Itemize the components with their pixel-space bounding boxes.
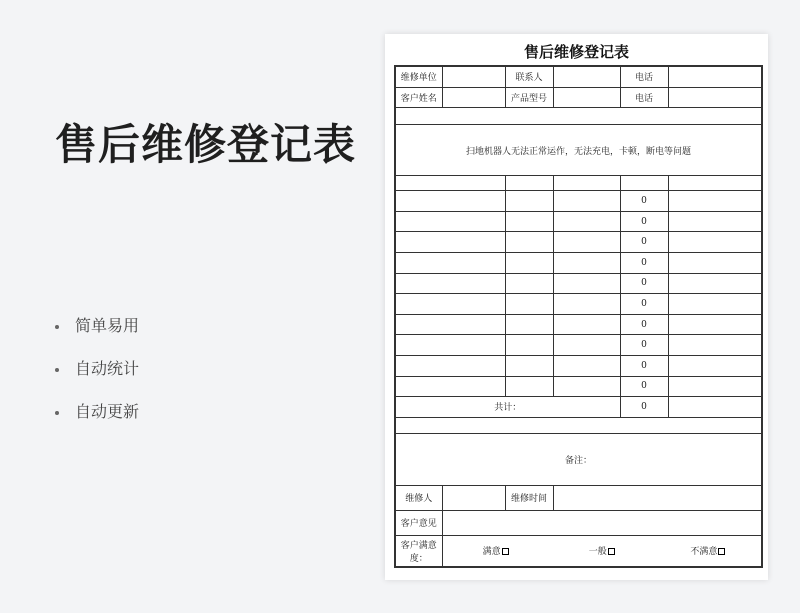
bullet-icon	[55, 411, 59, 415]
item-cell[interactable]	[505, 376, 553, 397]
unit-label: 维修单位	[395, 66, 442, 87]
feature-list	[55, 312, 139, 441]
item-cell[interactable]	[553, 355, 620, 376]
repair-form-table	[394, 65, 763, 568]
repairer-row	[395, 485, 762, 510]
feature-label: 自动更新	[75, 402, 140, 421]
table-row	[395, 252, 762, 273]
item-cell[interactable]	[505, 294, 553, 315]
form-sheet	[385, 34, 768, 580]
product-model-value[interactable]	[553, 87, 620, 108]
total-value: 0	[620, 397, 668, 418]
blank-cell	[668, 176, 762, 191]
problem-description: 扫地机器人无法正常运作，无法充电，卡顿，断电等问题	[395, 125, 762, 176]
customer-name-value[interactable]	[442, 87, 505, 108]
phone-label: 电话	[620, 66, 668, 87]
table-row	[395, 335, 762, 356]
amount-cell: 0	[620, 252, 668, 273]
customer-opinion-value[interactable]	[442, 510, 762, 535]
item-cell[interactable]	[668, 273, 762, 294]
bullet-icon	[55, 325, 59, 329]
item-cell[interactable]	[505, 191, 553, 212]
item-cell[interactable]	[505, 211, 553, 232]
item-cell[interactable]	[395, 232, 505, 253]
amount-cell: 0	[620, 355, 668, 376]
amount-cell: 0	[620, 191, 668, 212]
amount-cell: 0	[620, 273, 668, 294]
item-cell[interactable]	[553, 191, 620, 212]
repair-time-label: 维修时间	[505, 485, 553, 510]
option-unsatisfied[interactable]	[655, 541, 761, 561]
item-cell[interactable]	[553, 294, 620, 315]
item-cell[interactable]	[395, 211, 505, 232]
customer-opinion-label: 客户意见	[395, 510, 442, 535]
item-cell[interactable]	[553, 335, 620, 356]
phone-label-2: 电话	[620, 87, 668, 108]
item-cell[interactable]	[668, 335, 762, 356]
repair-time-value[interactable]	[553, 485, 762, 510]
option-label: 满意	[482, 547, 501, 558]
table-row	[395, 232, 762, 253]
blank-cell	[620, 176, 668, 191]
item-cell[interactable]	[668, 314, 762, 335]
unit-value[interactable]	[442, 66, 505, 87]
satisfaction-options-layout	[443, 541, 762, 561]
total-row	[395, 397, 762, 418]
table-row	[395, 273, 762, 294]
blank-cell	[395, 176, 505, 191]
hero-title: 售后维修登记表	[55, 120, 357, 169]
amount-cell: 0	[620, 294, 668, 315]
item-cell[interactable]	[668, 355, 762, 376]
item-cell[interactable]	[505, 335, 553, 356]
bullet-icon	[55, 368, 59, 372]
item-cell[interactable]	[395, 273, 505, 294]
item-cell[interactable]	[395, 335, 505, 356]
table-row	[395, 191, 762, 212]
header-spacer-row	[395, 176, 762, 191]
customer-name-label: 客户姓名	[395, 87, 442, 108]
table-row	[395, 211, 762, 232]
spacer-row	[395, 108, 762, 125]
feature-label: 自动统计	[75, 359, 140, 378]
item-cell[interactable]	[668, 376, 762, 397]
table-row	[395, 294, 762, 315]
satisfaction-row	[395, 535, 762, 567]
feature-item	[55, 355, 139, 398]
item-cell[interactable]	[505, 273, 553, 294]
item-cell[interactable]	[505, 252, 553, 273]
item-cell[interactable]	[668, 294, 762, 315]
item-cell[interactable]	[395, 355, 505, 376]
item-cell[interactable]	[395, 314, 505, 335]
contact-value[interactable]	[553, 66, 620, 87]
item-cell[interactable]	[668, 232, 762, 253]
item-cell[interactable]	[505, 314, 553, 335]
form-row-unit	[395, 66, 762, 87]
sheet-title: 售后维修登记表	[523, 43, 629, 61]
repairer-value[interactable]	[442, 485, 505, 510]
item-cell[interactable]	[553, 232, 620, 253]
amount-cell: 0	[620, 232, 668, 253]
table-row	[395, 376, 762, 397]
form-row-customer	[395, 87, 762, 108]
feature-item	[55, 312, 139, 355]
phone-value[interactable]	[668, 66, 762, 87]
table-row	[395, 314, 762, 335]
item-cell[interactable]	[395, 294, 505, 315]
product-model-label: 产品型号	[505, 87, 553, 108]
checkbox-icon[interactable]	[502, 548, 509, 555]
opinion-row	[395, 510, 762, 535]
item-cell[interactable]	[553, 273, 620, 294]
amount-cell: 0	[620, 376, 668, 397]
satisfaction-options	[442, 535, 762, 567]
feature-item	[55, 398, 139, 441]
checkbox-icon[interactable]	[718, 548, 725, 555]
amount-cell: 0	[620, 335, 668, 356]
item-cell[interactable]	[668, 252, 762, 273]
total-label: 共计：	[395, 397, 620, 418]
amount-cell: 0	[620, 211, 668, 232]
item-cell[interactable]	[505, 355, 553, 376]
item-cell[interactable]	[395, 191, 505, 212]
item-cell[interactable]	[553, 211, 620, 232]
satisfaction-label: 客户满意度：	[395, 535, 442, 567]
repairer-label: 维修人	[395, 485, 442, 510]
item-cell[interactable]	[395, 252, 505, 273]
item-cell[interactable]	[395, 376, 505, 397]
checkbox-icon[interactable]	[608, 548, 615, 555]
item-cell[interactable]	[668, 211, 762, 232]
table-row	[395, 355, 762, 376]
blank-cell	[668, 397, 762, 418]
contact-label: 联系人	[505, 66, 553, 87]
item-cell[interactable]	[553, 252, 620, 273]
option-label: 一般	[588, 547, 607, 558]
remarks-field[interactable]: 备注：	[395, 433, 762, 485]
item-cell[interactable]	[553, 376, 620, 397]
item-cell[interactable]	[505, 232, 553, 253]
blank-cell	[553, 176, 620, 191]
blank-cell	[505, 176, 553, 191]
item-cell[interactable]	[668, 191, 762, 212]
phone-value-2[interactable]	[668, 87, 762, 108]
item-cell[interactable]	[553, 314, 620, 335]
option-label: 不满意	[690, 547, 718, 558]
feature-label: 简单易用	[75, 316, 140, 335]
spacer-row	[395, 417, 762, 433]
amount-cell: 0	[620, 314, 668, 335]
option-average[interactable]	[549, 541, 655, 561]
option-satisfied[interactable]	[443, 541, 549, 561]
